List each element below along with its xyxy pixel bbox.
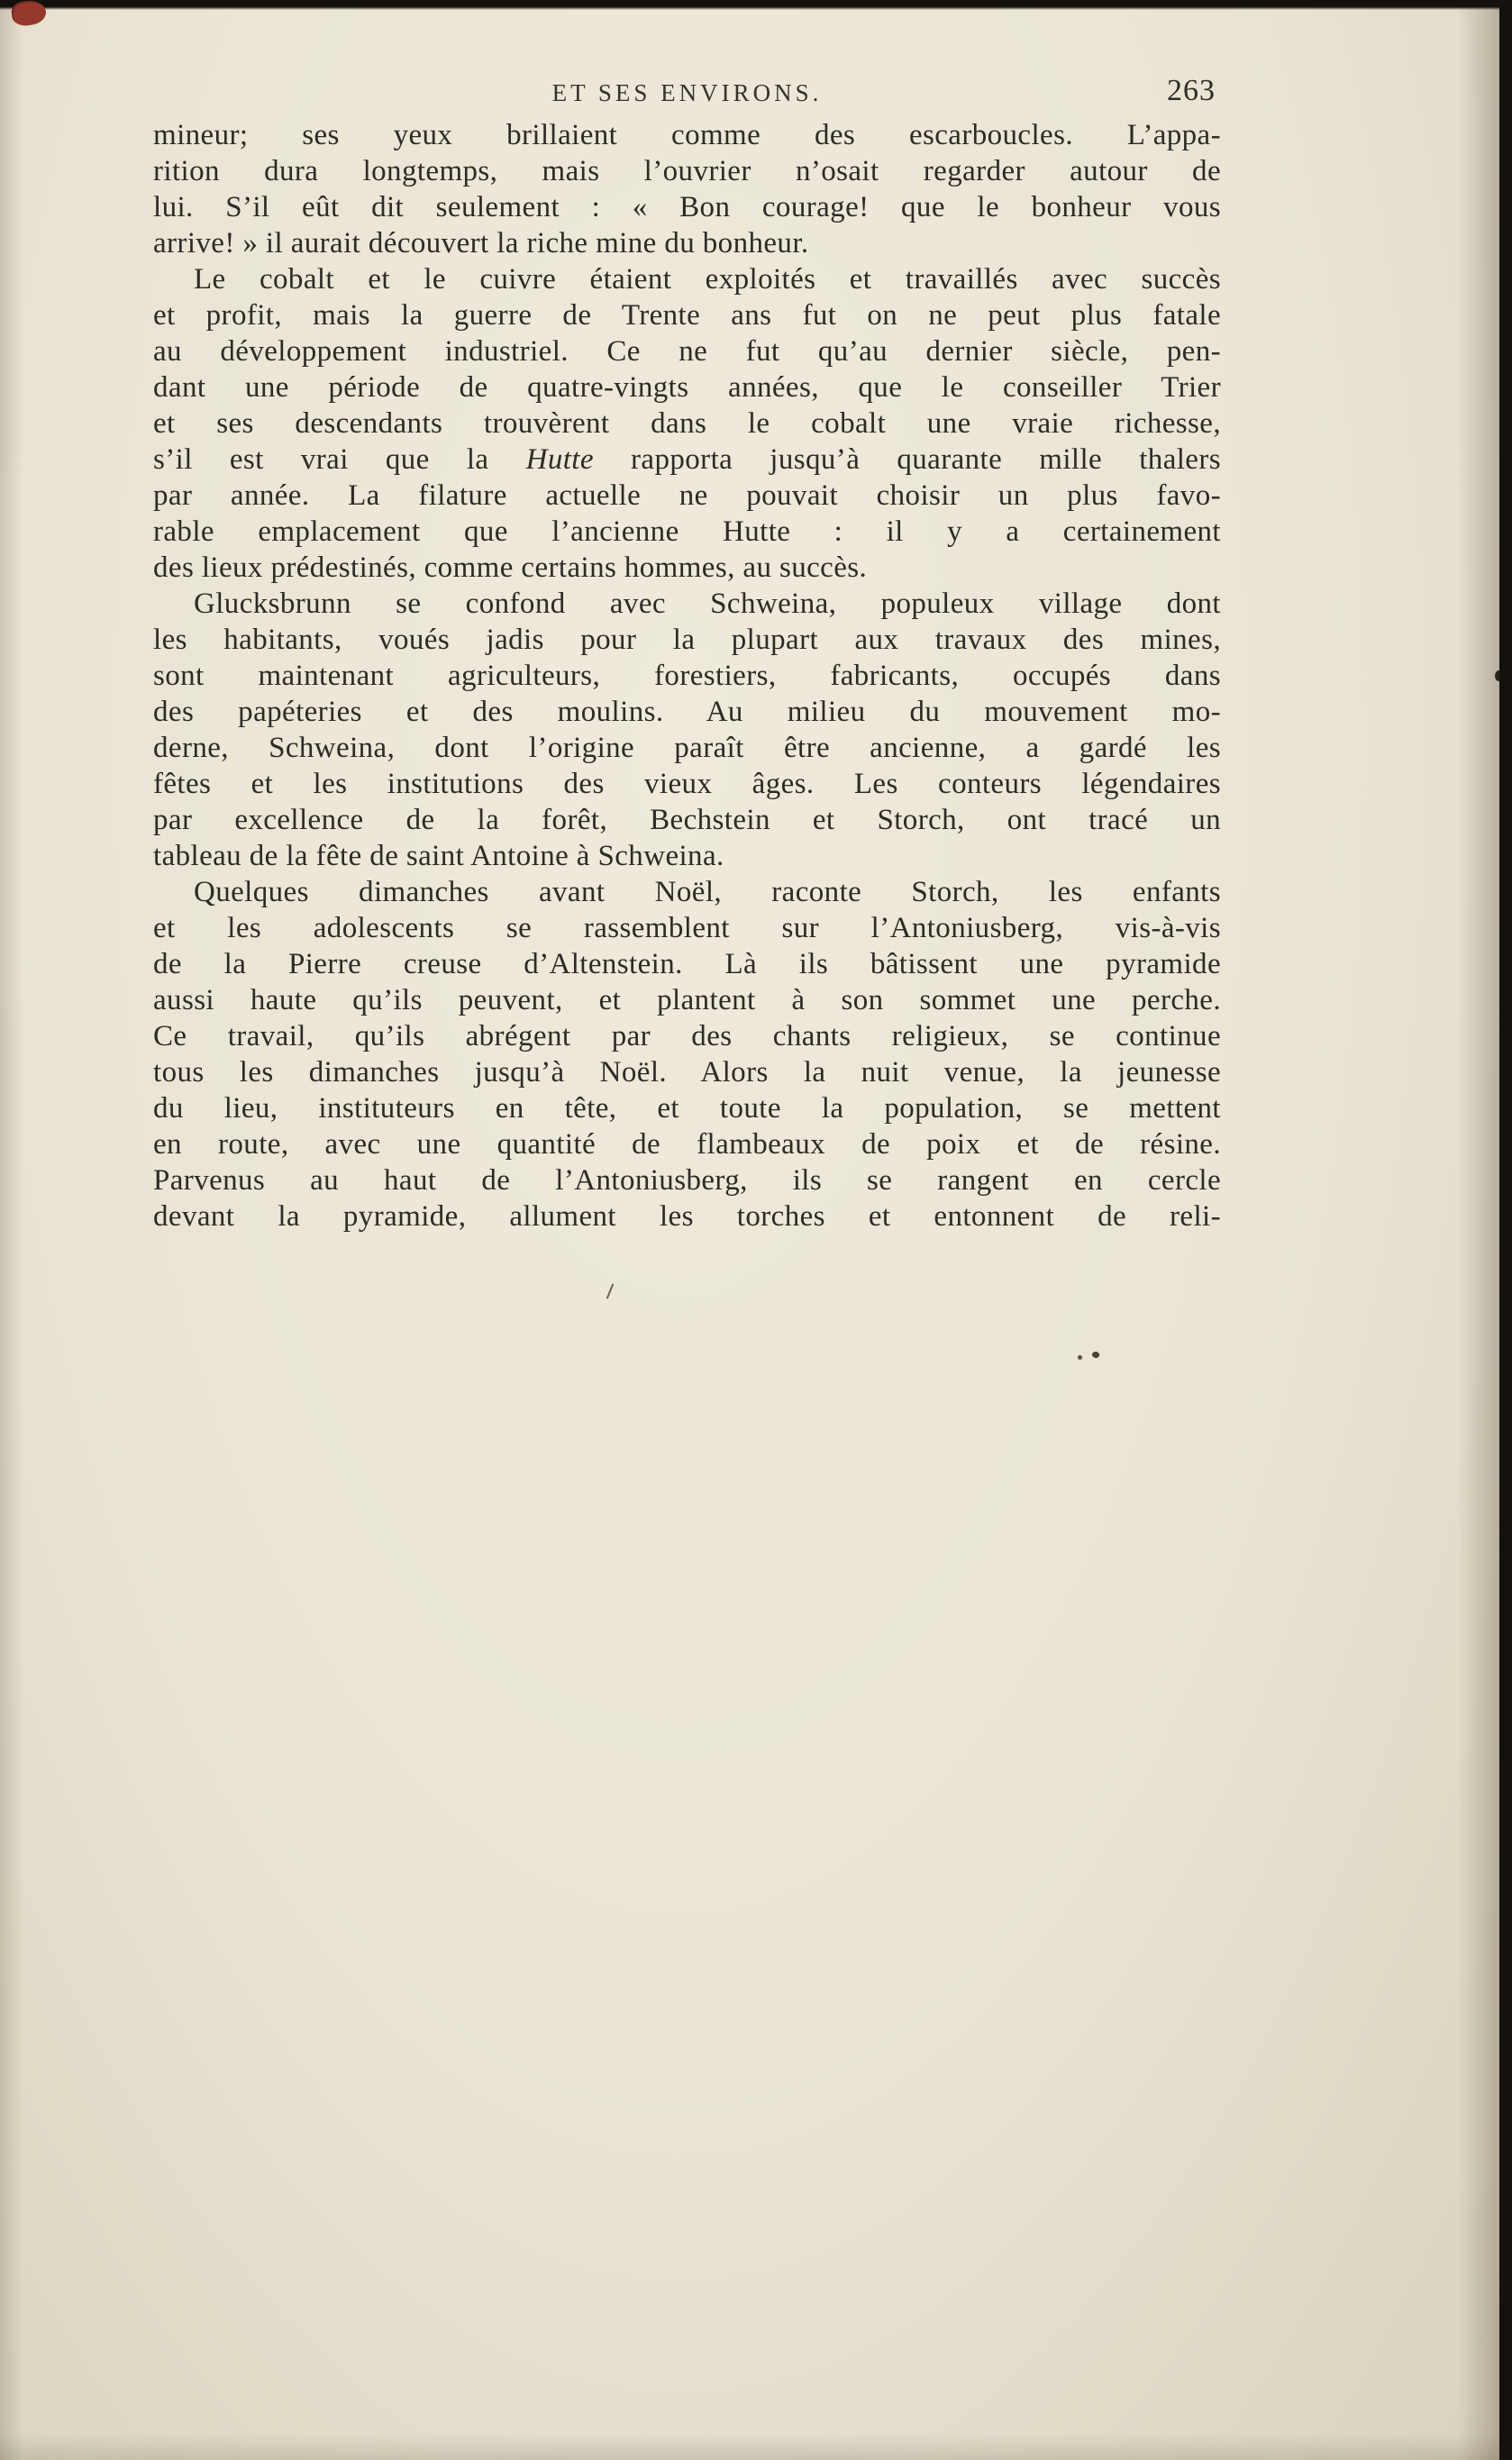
text-line: arrive! » il aurait découvert la riche mine du bonheur.: [153, 227, 809, 260]
text-line: Glucksbrunn se confond avec Schweina, populeux village dont: [194, 588, 1221, 620]
text-line: derne, Schweina, dont l’origine paraît être ancienne, a gardé les: [153, 732, 1221, 764]
text-line: Ce travail, qu’ils abrégent par des chants religieux, se continue: [153, 1020, 1221, 1052]
text-line: Le cobalt et le cuivre étaient exploités et travaillés avec succès: [194, 263, 1221, 296]
text-line: sont maintenant agriculteurs, forestiers, fabricants, occupés dans: [153, 660, 1221, 692]
text-line: et profit, mais la guerre de Trente ans fut on ne peut plus fatale: [153, 299, 1221, 332]
text-line: tous les dimanches jusqu’à Noël. Alors la nuit venue, la jeunesse: [153, 1056, 1221, 1089]
stray-ink-speck: [1078, 1355, 1082, 1360]
text-line: aussi haute qu’ils peuvent, et plantent à son sommet une perche.: [153, 984, 1221, 1016]
right-edge-shading: [1458, 0, 1499, 2460]
text-line: rable emplacement que l’ancienne Hutte : il y a certainement: [153, 515, 1221, 548]
red-ink-mark: [10, 0, 47, 27]
text-line: lui. S’il eût dit seulement : « Bon courage! que le bonheur vous: [153, 191, 1221, 223]
top-scan-edge: [0, 0, 1512, 10]
right-scan-edge: [1499, 0, 1512, 2460]
text-line: rition dura longtemps, mais l’ouvrier n’osait regarder autour de: [153, 155, 1221, 187]
text-line: de la Pierre creuse d’Altenstein. Là ils bâtissent une pyramide: [153, 948, 1221, 980]
text-line: s’il est vrai que la Hutte rapporta jusqu’à quarante mille thalers: [153, 443, 1221, 476]
text-line: Quelques dimanches avant Noël, raconte Storch, les enfants: [194, 876, 1221, 908]
text-line: au développement industriel. Ce ne fut qu’au dernier siècle, pen-: [153, 335, 1221, 368]
bottom-edge-shading: [0, 2433, 1512, 2460]
edge-ink-speck: [1495, 670, 1503, 681]
stray-pencil-mark: [606, 1283, 615, 1298]
text-line: mineur; ses yeux brillaient comme des escarboucles. L’appa-: [153, 119, 1221, 151]
text-line: par année. La filature actuelle ne pouvait choisir un plus favo-: [153, 479, 1221, 512]
text-line: et les adolescents se rassemblent sur l’Antoniusberg, vis-à-vis: [153, 912, 1221, 944]
text-line: des papéteries et des moulins. Au milieu du mouvement mo-: [153, 696, 1221, 728]
page-body: [153, 117, 1221, 1235]
text-line: Parvenus au haut de l’Antoniusberg, ils se rangent en cercle: [153, 1164, 1221, 1197]
text-line: fêtes et les institutions des vieux âges. Les conteurs légendaires: [153, 768, 1221, 800]
text-line: et ses descendants trouvèrent dans le cobalt une vraie richesse,: [153, 407, 1221, 440]
text-line: du lieu, instituteurs en tête, et toute la population, se mettent: [153, 1092, 1221, 1125]
text-line: devant la pyramide, allument les torches et entonnent de reli-: [153, 1200, 1221, 1233]
text-line: des lieux prédestinés, comme certains hommes, au succès.: [153, 551, 868, 584]
text-line: par excellence de la forêt, Bechstein et Storch, ont tracé un: [153, 804, 1221, 836]
page-number: 263: [1167, 74, 1216, 107]
text-line: en route, avec une quantité de flambeaux de poix et de résine.: [153, 1128, 1221, 1161]
running-title: ET SES ENVIRONS.: [551, 79, 823, 106]
italic-word: Hutte: [525, 443, 594, 476]
left-edge-shading: [0, 0, 23, 2460]
page-header: [153, 74, 1221, 115]
text-line: tableau de la fête de saint Antoine à Schweina.: [153, 840, 724, 872]
text-line: les habitants, voués jadis pour la plupart aux travaux des mines,: [153, 624, 1221, 656]
stray-ink-speck: [1091, 1350, 1100, 1359]
text-line: dant une période de quatre-vingts années, que le conseiller Trier: [153, 371, 1221, 404]
